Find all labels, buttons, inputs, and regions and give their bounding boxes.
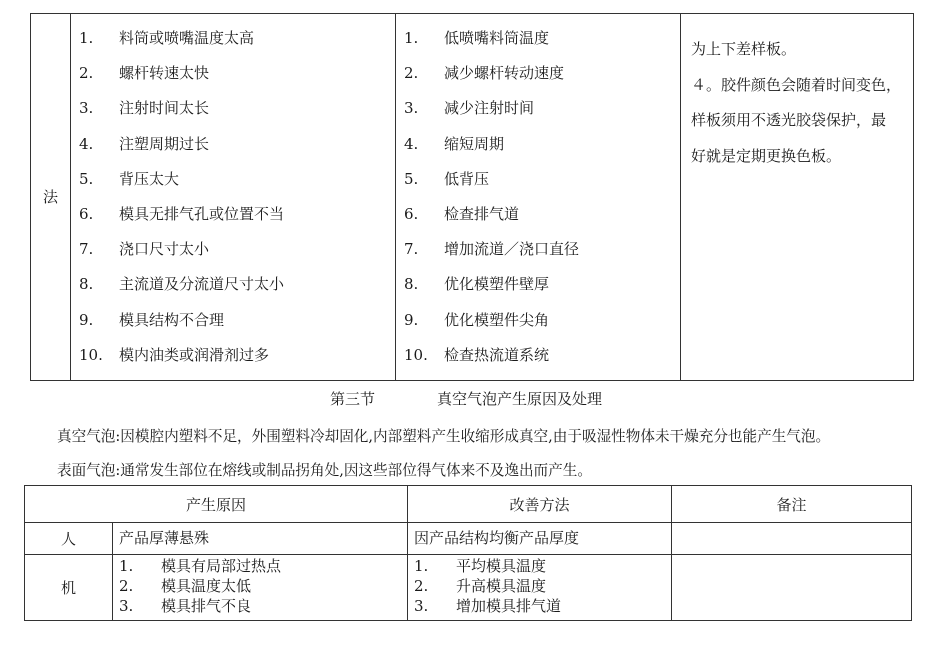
item-text: 减少螺杆转动速度 — [444, 64, 565, 83]
list-item — [396, 169, 680, 204]
row-causes — [113, 555, 408, 621]
list-item — [71, 98, 395, 133]
item-text: 模具结构不合理 — [119, 310, 225, 329]
list-item — [71, 28, 395, 63]
row-method: 因产品结构均衡产品厚度 — [408, 523, 672, 555]
item-number: 3. — [119, 597, 134, 615]
item-number: 1. — [414, 557, 429, 575]
list-item — [396, 274, 680, 309]
item-text: 检查热流道系统 — [444, 345, 550, 364]
item-text: 检查排气道 — [444, 204, 520, 223]
section-number: 第三节 — [330, 390, 376, 408]
item-text: 低喷嘴料筒温度 — [444, 29, 550, 47]
list-item — [71, 345, 395, 380]
upper-table — [30, 13, 914, 381]
item-text: 平均模具温度 — [456, 557, 547, 575]
item-number: 6. — [79, 204, 94, 223]
vacuum-bubble-paragraph: 真空气泡:因模腔内塑料不足，外围塑料冷却固化,内部塑料产生收缩形成真空,由于吸湿性物体未干燥充分也能产生气泡。 — [57, 428, 831, 445]
item-number: 4. — [404, 134, 419, 153]
list-item — [119, 596, 407, 616]
item-number: 2. — [404, 64, 419, 83]
item-number: 10. — [404, 345, 428, 364]
item-text: 浇口尺寸太小 — [119, 240, 210, 259]
row-category: 机 — [25, 555, 113, 621]
item-number: 5. — [79, 169, 94, 188]
item-number: 1. — [79, 29, 94, 47]
table-row — [25, 555, 912, 621]
row-category: 人 — [25, 523, 113, 555]
item-text: 模具有局部过热点 — [161, 557, 282, 575]
list-item — [71, 239, 395, 274]
item-text: 减少注射时间 — [444, 99, 535, 118]
item-text: 模具排气不良 — [161, 597, 252, 615]
section-title: 真空气泡产生原因及处理 — [437, 390, 603, 408]
category-cell: 法 — [31, 14, 71, 381]
item-number: 7. — [79, 240, 94, 259]
item-text: 注塑周期过长 — [119, 134, 210, 153]
item-text: 增加模具排气道 — [456, 597, 562, 615]
list-item — [396, 134, 680, 169]
list-item — [414, 556, 671, 576]
item-number: 8. — [79, 275, 94, 294]
item-number: 4. — [79, 134, 94, 153]
list-item — [71, 134, 395, 169]
item-number: 9. — [404, 310, 419, 329]
item-text: 优化模塑件尖角 — [444, 310, 550, 329]
item-number: 8. — [404, 275, 419, 294]
item-number: 1. — [119, 557, 134, 575]
item-number: 6. — [404, 204, 419, 223]
item-number: 2. — [414, 577, 429, 595]
notes-cell — [681, 14, 914, 381]
list-item — [396, 63, 680, 98]
item-text: 模内油类或润滑剂过多 — [119, 345, 270, 364]
list-item — [396, 239, 680, 274]
list-item — [71, 310, 395, 345]
item-text: 缩短周期 — [444, 134, 505, 153]
lower-table — [24, 485, 912, 621]
item-number: 1. — [404, 29, 419, 47]
list-item — [71, 274, 395, 309]
item-number: 2. — [119, 577, 134, 595]
methods-list — [414, 556, 671, 616]
causes-list — [119, 556, 407, 616]
causes-list — [71, 14, 395, 380]
list-item — [396, 28, 680, 63]
list-item — [396, 345, 680, 380]
item-text: 背压太大 — [119, 169, 180, 188]
list-item — [119, 576, 407, 596]
note-line: 为上下差样板。 — [691, 40, 797, 58]
item-text: 主流道及分流道尺寸太小 — [119, 275, 285, 294]
section-heading — [0, 388, 950, 408]
methods-cell — [396, 14, 681, 381]
item-text: 优化模塑件壁厚 — [444, 275, 550, 294]
table-row — [25, 523, 912, 555]
item-number: 3. — [79, 99, 94, 118]
row-methods — [408, 555, 672, 621]
item-text: 模具温度太低 — [161, 577, 252, 595]
item-text: 模具无排气孔或位置不当 — [119, 204, 285, 223]
header-method: 改善方法 — [408, 486, 672, 523]
list-item — [119, 556, 407, 576]
row-remark — [672, 523, 912, 555]
item-text: 注射时间太长 — [119, 99, 210, 118]
causes-cell — [71, 14, 396, 381]
header-row — [25, 486, 912, 523]
list-item — [396, 310, 680, 345]
item-text: 升高模具温度 — [456, 577, 547, 595]
header-remark: 备注 — [672, 486, 912, 523]
row-remark — [672, 555, 912, 621]
list-item — [414, 596, 671, 616]
list-item — [71, 169, 395, 204]
row-cause: 产品厚薄悬殊 — [113, 523, 408, 555]
note-line: 样板须用不透光胶袋保护，最 — [691, 111, 887, 129]
item-number: 7. — [404, 240, 419, 259]
list-item — [71, 63, 395, 98]
note-line: 好就是定期更换色板。 — [691, 146, 842, 165]
item-number: 5. — [404, 169, 419, 188]
header-cause: 产生原因 — [25, 486, 408, 523]
item-number: 2. — [79, 64, 94, 83]
list-item — [414, 576, 671, 596]
note-line: ４。胶件颜色会随着时间变色， — [691, 75, 902, 94]
item-text: 增加流道／浇口直径 — [444, 240, 580, 259]
item-number: 3. — [404, 99, 419, 118]
notes-text — [681, 14, 913, 174]
methods-list — [396, 14, 680, 380]
item-text: 低背压 — [444, 169, 490, 188]
item-number: 10. — [79, 345, 103, 364]
list-item — [396, 204, 680, 239]
item-text: 料筒或喷嘴温度太高 — [119, 29, 255, 47]
item-number: 9. — [79, 310, 94, 329]
list-item — [71, 204, 395, 239]
surface-bubble-paragraph: 表面气泡:通常发生部位在熔线或制品拐角处,因这些部位得气体来不及逸出而产生。 — [57, 462, 592, 479]
item-number: 3. — [414, 597, 429, 615]
item-text: 螺杆转速太快 — [119, 64, 210, 83]
list-item — [396, 98, 680, 133]
